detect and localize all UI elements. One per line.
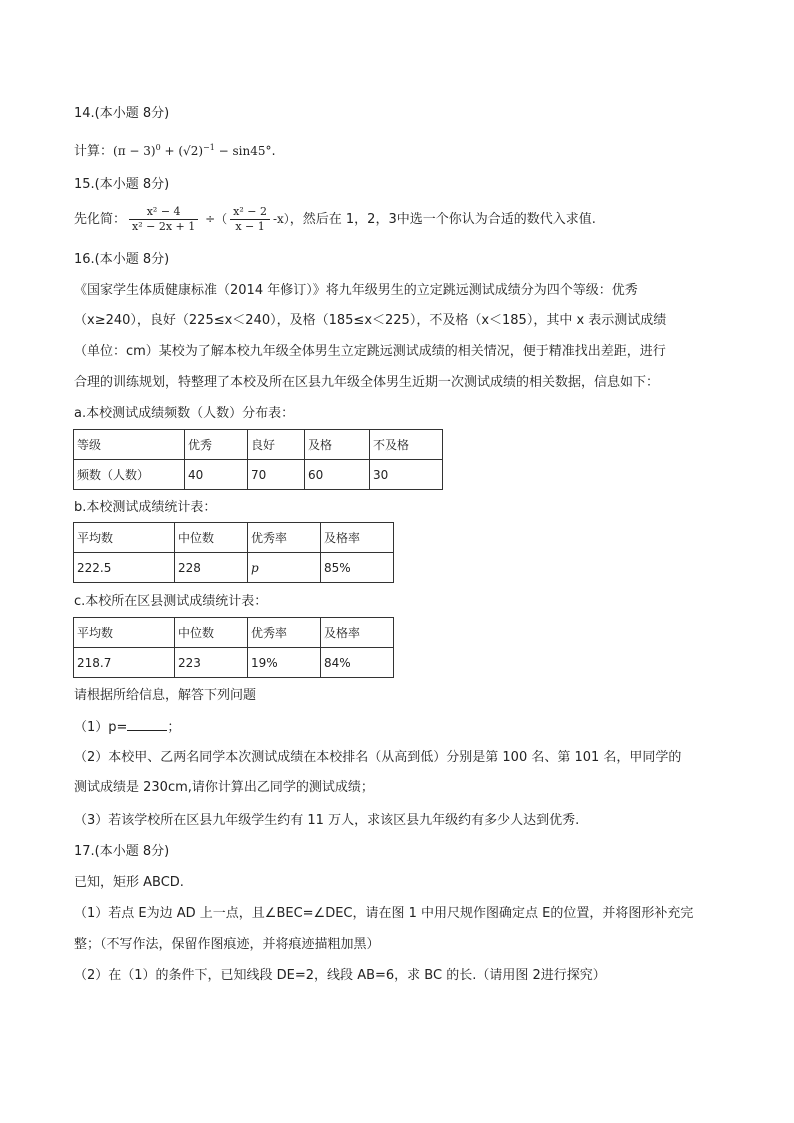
q16-sub1 <box>74 718 180 737</box>
table-row <box>74 523 394 553</box>
frequency-table <box>73 429 443 490</box>
q16-header: 16.(本小题 8分) <box>74 252 170 267</box>
q15-body <box>74 203 596 236</box>
q15-tail: -x） <box>272 212 290 226</box>
table-cell: 84% <box>321 648 394 678</box>
table-cell: 及格 <box>305 430 370 460</box>
table-cell: 平均数 <box>74 523 175 553</box>
table-cell: 中位数 <box>175 618 248 648</box>
q17-header: 17.(本小题 8分) <box>74 844 170 859</box>
table-cell: 85% <box>321 553 394 583</box>
table-cell: p <box>248 553 321 583</box>
table-cell: 40 <box>185 460 248 490</box>
table-cell: 228 <box>175 553 248 583</box>
q15-fraction-1: $\frac{\text{x² − 4}}{\text{x² − 2x + 1}}$ <box>129 205 198 234</box>
table-cell: 优秀率 <box>248 618 321 648</box>
table-cell: 等级 <box>74 430 185 460</box>
q16-paragraph-line-1: 《国家学生体质健康标准（2014 年修订）》将九年级男生的立定跳远测试成绩分为四个等级：优秀 <box>74 283 638 298</box>
table-row <box>74 618 394 648</box>
table-cell: 优秀率 <box>248 523 321 553</box>
answer-blank[interactable] <box>127 718 167 731</box>
q15-header: 15.(本小题 8分) <box>74 177 170 192</box>
table-cell: 及格率 <box>321 618 394 648</box>
table-row <box>74 648 394 678</box>
q17-intro: 已知，矩形 ABCD. <box>74 875 184 890</box>
table-row <box>74 553 394 583</box>
q16-sub2-line-2: 测试成绩是 230cm,请你计算出乙同学的测试成绩； <box>74 780 374 795</box>
table-row <box>74 460 443 490</box>
table-cell: 218.7 <box>74 648 175 678</box>
table-cell: 19% <box>248 648 321 678</box>
q15-fraction-2: $\frac{\text{x² − 2}}{x - 1}$ <box>230 205 270 234</box>
q17-sub2: （2）在（1）的条件下，已知线段 DE=2，线段 AB=6，求 BC 的长.（请用图 2进行探究） <box>74 968 606 983</box>
table-cell: 良好 <box>248 430 305 460</box>
q16-sub1-suffix: ； <box>167 720 181 735</box>
table-cell: 不及格 <box>370 430 443 460</box>
q16-instruction: 请根据所给信息，解答下列问题 <box>74 688 257 703</box>
q14-body <box>74 139 276 161</box>
q15-rest: ，然后在 1，2，3中选一个你认为合适的数代入求值. <box>289 212 596 227</box>
table-cell: 中位数 <box>175 523 248 553</box>
table-cell: 平均数 <box>74 618 175 648</box>
district-stats-table <box>73 617 394 678</box>
table-row <box>74 430 443 460</box>
q14-expression: $(\pi - 3)^0 + (√2)^{-1} - \sin 45^\circ$ <box>113 143 272 158</box>
q16-table-b-label: b.本校测试成绩统计表： <box>74 500 217 515</box>
q16-sub2-line-1: （2）本校甲、乙两名同学本次测试成绩在本校排名（从高到低）分别是第 100 名、第 101 名，甲同学的 <box>74 750 682 765</box>
q14-prompt-label: 计算： <box>74 144 114 159</box>
q16-table-a-label: a.本校测试成绩频数（人数）分布表： <box>74 406 295 421</box>
table-cell: 频数（人数） <box>74 460 185 490</box>
q16-paragraph-line-2: （x≥240），良好（225≤x＜240），及格（185≤x＜225），不及格（x＜185），其中 x 表示测试成绩 <box>74 313 667 328</box>
school-stats-table <box>73 522 394 583</box>
q16-paragraph-line-3: （单位：cm）某校为了解本校九年级全体男生立定跳远测试成绩的相关情况，便于精准找出差距，进行 <box>74 344 666 359</box>
table-cell: 223 <box>175 648 248 678</box>
q15-divide: ÷（ <box>201 212 228 226</box>
table-cell: 30 <box>370 460 443 490</box>
q16-sub1-prefix: （1）p= <box>74 720 128 735</box>
q17-sub1-line-2: 整；（不写作法，保留作图痕迹，并将痕迹描粗加黑） <box>74 937 380 952</box>
table-cell: 优秀 <box>185 430 248 460</box>
table-cell: 60 <box>305 460 370 490</box>
table-cell: 222.5 <box>74 553 175 583</box>
q15-prompt-label: 先化简： <box>74 212 127 227</box>
q16-sub3: （3）若该学校所在区县九年级学生约有 11 万人，求该区县九年级约有多少人达到优秀. <box>74 813 580 828</box>
q14-header: 14.(本小题 8分) <box>74 106 170 121</box>
q16-table-c-label: c.本校所在区县测试成绩统计表： <box>74 594 268 609</box>
q16-paragraph-line-4: 合理的训练规划，特整理了本校及所在区县九年级全体男生近期一次测试成绩的相关数据，信息如下： <box>74 375 660 390</box>
q14-period: . <box>271 144 276 159</box>
q17-sub1-line-1: （1）若点 E为边 AD 上一点，且∠BEC=∠DEC，请在图 1 中用尺规作图确定点 E的位置，并将图形补充完 <box>74 906 694 921</box>
table-cell: 及格率 <box>321 523 394 553</box>
table-cell: 70 <box>248 460 305 490</box>
